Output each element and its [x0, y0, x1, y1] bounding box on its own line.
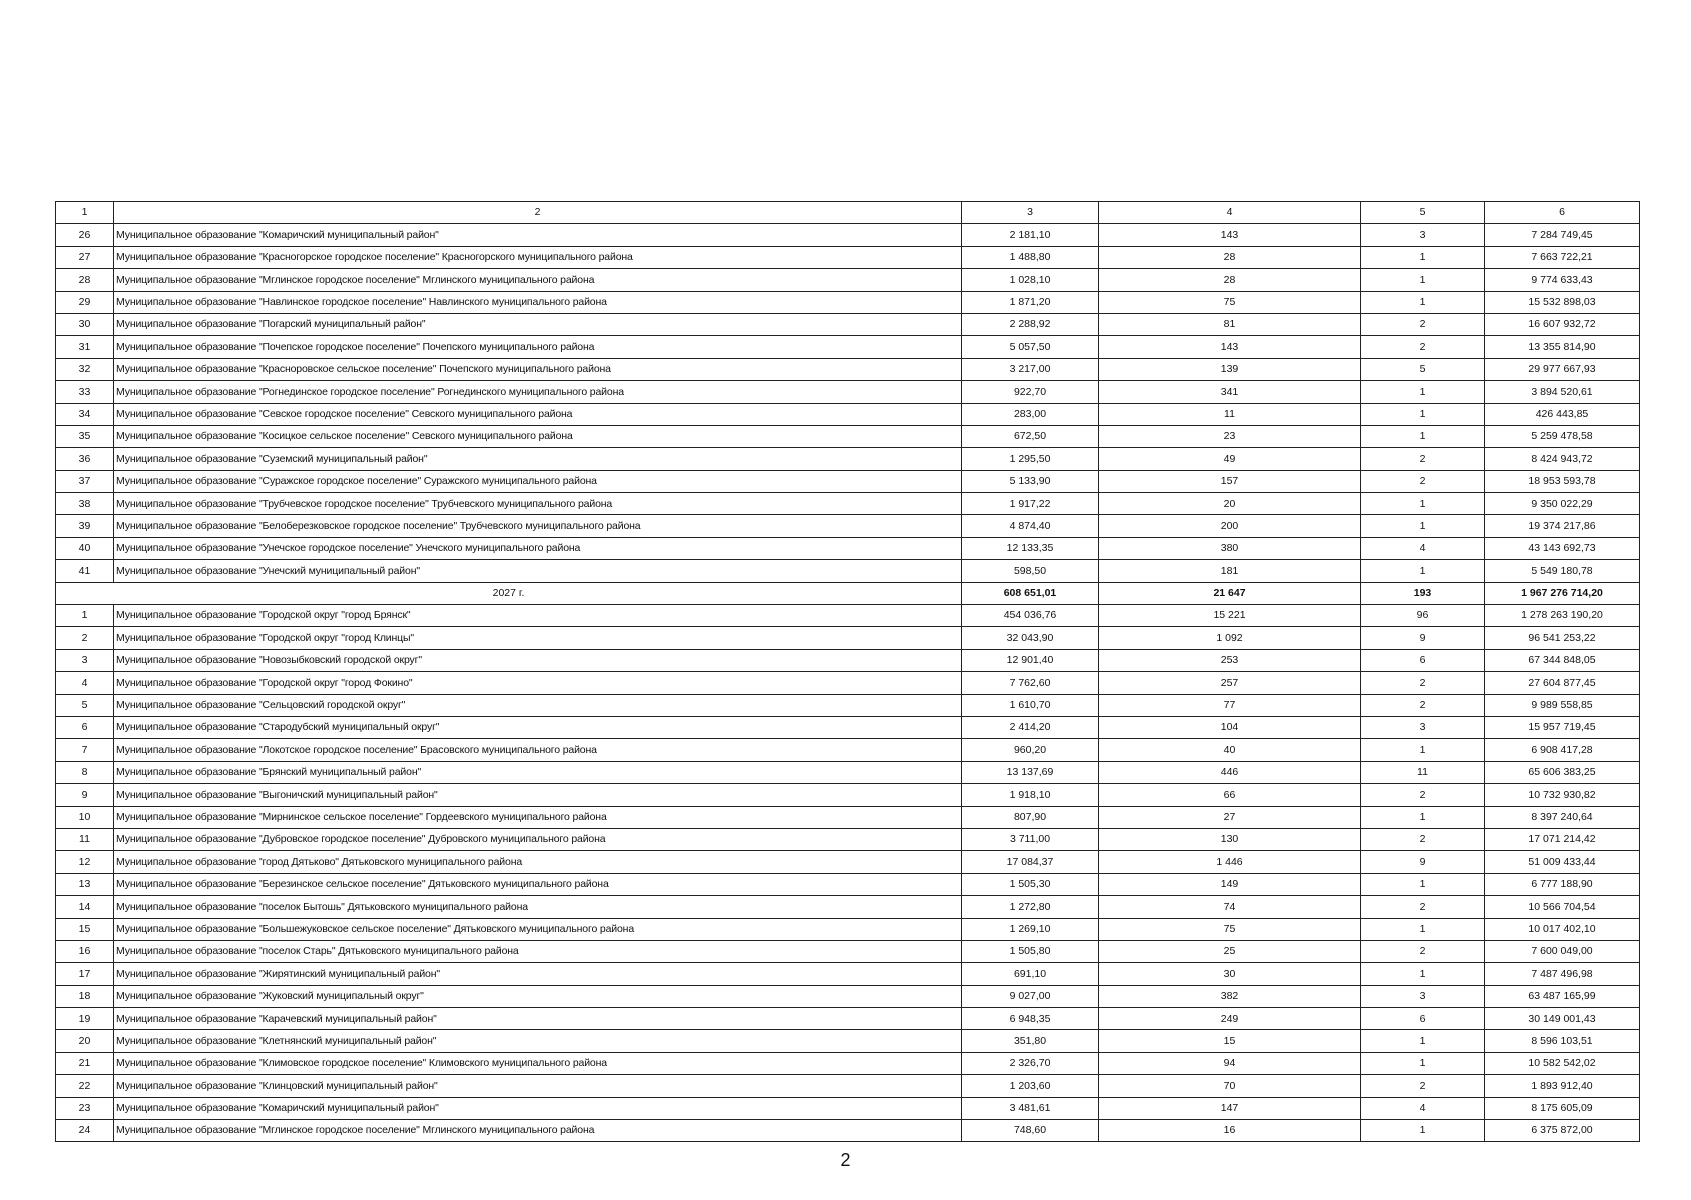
area-value: 672,50 — [962, 425, 1099, 447]
table-row — [56, 1030, 1640, 1052]
residents-count: 249 — [1099, 1008, 1361, 1030]
amount-value: 8 175 605,09 — [1485, 1097, 1640, 1119]
table-row — [56, 493, 1640, 515]
total-residents: 21 647 — [1099, 582, 1361, 604]
table-row — [56, 716, 1640, 738]
row-number: 18 — [56, 985, 114, 1007]
table-row — [56, 1075, 1640, 1097]
column-number-4: 4 — [1099, 202, 1361, 224]
residents-count: 49 — [1099, 448, 1361, 470]
row-number: 21 — [56, 1052, 114, 1074]
amount-value: 51 009 433,44 — [1485, 851, 1640, 873]
municipality-name: Муниципальное образование "Городской округ "город Фокино" — [114, 672, 962, 694]
municipality-name: Муниципальное образование "Мирнинское сельское поселение" Гордеевского муниципального района — [114, 806, 962, 828]
buildings-count: 1 — [1361, 493, 1485, 515]
table-row — [56, 515, 1640, 537]
year-label: 2027 г. — [56, 582, 962, 604]
row-number: 1 — [56, 605, 114, 627]
table-row — [56, 1097, 1640, 1119]
table-row — [56, 1120, 1640, 1142]
row-number: 11 — [56, 828, 114, 850]
row-number: 12 — [56, 851, 114, 873]
column-number-row — [56, 202, 1640, 224]
row-number: 33 — [56, 381, 114, 403]
row-number: 41 — [56, 560, 114, 582]
table-row — [56, 605, 1640, 627]
row-number: 14 — [56, 896, 114, 918]
buildings-count: 3 — [1361, 985, 1485, 1007]
area-value: 1 269,10 — [962, 918, 1099, 940]
amount-value: 43 143 692,73 — [1485, 537, 1640, 559]
buildings-count: 1 — [1361, 515, 1485, 537]
buildings-count: 1 — [1361, 1030, 1485, 1052]
area-value: 2 414,20 — [962, 716, 1099, 738]
buildings-count: 2 — [1361, 828, 1485, 850]
municipality-name: Муниципальное образование "Белоберезковское городское поселение" Трубчевского муниципального района — [114, 515, 962, 537]
residents-count: 74 — [1099, 896, 1361, 918]
row-number: 15 — [56, 918, 114, 940]
municipality-name: Муниципальное образование "Стародубский муниципальный округ" — [114, 716, 962, 738]
table-row — [56, 470, 1640, 492]
column-number-1: 1 — [56, 202, 114, 224]
amount-value: 10 566 704,54 — [1485, 896, 1640, 918]
table-row — [56, 246, 1640, 268]
amount-value: 426 443,85 — [1485, 403, 1640, 425]
buildings-count: 2 — [1361, 448, 1485, 470]
buildings-count: 2 — [1361, 940, 1485, 962]
residents-count: 20 — [1099, 493, 1361, 515]
page-number: 2 — [840, 1150, 851, 1170]
buildings-count: 2 — [1361, 470, 1485, 492]
residents-count: 341 — [1099, 381, 1361, 403]
residents-count: 157 — [1099, 470, 1361, 492]
table-row — [56, 627, 1640, 649]
residents-count: 1 092 — [1099, 627, 1361, 649]
area-value: 1 203,60 — [962, 1075, 1099, 1097]
table-row — [56, 224, 1640, 246]
municipality-name: Муниципальное образование "Красноровское сельское поселение" Почепского муниципального района — [114, 358, 962, 380]
municipality-name: Муниципальное образование "Клетнянский муниципальный район" — [114, 1030, 962, 1052]
municipality-name: Муниципальное образование "Мглинское городское поселение" Мглинского муниципального района — [114, 269, 962, 291]
area-value: 7 762,60 — [962, 672, 1099, 694]
amount-value: 96 541 253,22 — [1485, 627, 1640, 649]
area-value: 1 871,20 — [962, 291, 1099, 313]
amount-value: 67 344 848,05 — [1485, 649, 1640, 671]
buildings-count: 1 — [1361, 381, 1485, 403]
municipality-name: Муниципальное образование "Почепское городское поселение" Почепского муниципального района — [114, 336, 962, 358]
table-row — [56, 963, 1640, 985]
municipality-name: Муниципальное образование "Городской округ "город Брянск" — [114, 605, 962, 627]
municipality-name: Муниципальное образование "Красногорское городское поселение" Красногорского муниципального района — [114, 246, 962, 268]
area-value: 691,10 — [962, 963, 1099, 985]
area-value: 17 084,37 — [962, 851, 1099, 873]
row-number: 9 — [56, 784, 114, 806]
amount-value: 63 487 165,99 — [1485, 985, 1640, 1007]
amount-value: 6 908 417,28 — [1485, 739, 1640, 761]
table-row — [56, 694, 1640, 716]
row-number: 17 — [56, 963, 114, 985]
buildings-count: 2 — [1361, 313, 1485, 335]
residents-count: 143 — [1099, 224, 1361, 246]
row-number: 37 — [56, 470, 114, 492]
area-value: 283,00 — [962, 403, 1099, 425]
table-row — [56, 269, 1640, 291]
residents-count: 1 446 — [1099, 851, 1361, 873]
municipality-name: Муниципальное образование "поселок Бытошь" Дятьковского муниципального района — [114, 896, 962, 918]
row-number: 36 — [56, 448, 114, 470]
area-value: 1 272,80 — [962, 896, 1099, 918]
row-number: 20 — [56, 1030, 114, 1052]
table-row — [56, 873, 1640, 895]
municipality-name: Муниципальное образование "Березинское сельское поселение" Дятьковского муниципального района — [114, 873, 962, 895]
row-number: 6 — [56, 716, 114, 738]
municipality-name: Муниципальное образование "Локотское городское поселение" Брасовского муниципального района — [114, 739, 962, 761]
residents-count: 15 — [1099, 1030, 1361, 1052]
area-value: 1 295,50 — [962, 448, 1099, 470]
table-row — [56, 828, 1640, 850]
residents-count: 28 — [1099, 269, 1361, 291]
municipality-name: Муниципальное образование "город Дятьково" Дятьковского муниципального района — [114, 851, 962, 873]
table-row — [56, 940, 1640, 962]
buildings-count: 2 — [1361, 896, 1485, 918]
row-number: 4 — [56, 672, 114, 694]
amount-value: 18 953 593,78 — [1485, 470, 1640, 492]
amount-value: 65 606 383,25 — [1485, 761, 1640, 783]
buildings-count: 1 — [1361, 873, 1485, 895]
municipality-name: Муниципальное образование "поселок Старь" Дятьковского муниципального района — [114, 940, 962, 962]
residents-count: 382 — [1099, 985, 1361, 1007]
buildings-count: 2 — [1361, 336, 1485, 358]
area-value: 1 610,70 — [962, 694, 1099, 716]
area-value: 807,90 — [962, 806, 1099, 828]
area-value: 32 043,90 — [962, 627, 1099, 649]
residents-count: 253 — [1099, 649, 1361, 671]
table-row — [56, 336, 1640, 358]
table-row — [56, 537, 1640, 559]
table-row — [56, 851, 1640, 873]
buildings-count: 1 — [1361, 1052, 1485, 1074]
residents-count: 143 — [1099, 336, 1361, 358]
amount-value: 9 350 022,29 — [1485, 493, 1640, 515]
area-value: 13 137,69 — [962, 761, 1099, 783]
row-number: 28 — [56, 269, 114, 291]
area-value: 922,70 — [962, 381, 1099, 403]
municipality-name: Муниципальное образование "Севское городское поселение" Севского муниципального района — [114, 403, 962, 425]
row-number: 19 — [56, 1008, 114, 1030]
row-number: 10 — [56, 806, 114, 828]
buildings-count: 4 — [1361, 537, 1485, 559]
residents-count: 70 — [1099, 1075, 1361, 1097]
area-value: 748,60 — [962, 1120, 1099, 1142]
row-number: 35 — [56, 425, 114, 447]
row-number: 7 — [56, 739, 114, 761]
residents-count: 446 — [1099, 761, 1361, 783]
area-value: 12 901,40 — [962, 649, 1099, 671]
amount-value: 5 259 478,58 — [1485, 425, 1640, 447]
row-number: 29 — [56, 291, 114, 313]
amount-value: 7 284 749,45 — [1485, 224, 1640, 246]
area-value: 351,80 — [962, 1030, 1099, 1052]
area-value: 1 488,80 — [962, 246, 1099, 268]
table-row — [56, 761, 1640, 783]
table-row — [56, 291, 1640, 313]
amount-value: 6 777 188,90 — [1485, 873, 1640, 895]
total-amount: 1 967 276 714,20 — [1485, 582, 1640, 604]
buildings-count: 96 — [1361, 605, 1485, 627]
table-row — [56, 649, 1640, 671]
amount-value: 19 374 217,86 — [1485, 515, 1640, 537]
table-row — [56, 560, 1640, 582]
area-value: 4 874,40 — [962, 515, 1099, 537]
amount-value: 8 397 240,64 — [1485, 806, 1640, 828]
residents-count: 139 — [1099, 358, 1361, 380]
municipality-name: Муниципальное образование "Унечский муниципальный район" — [114, 560, 962, 582]
municipality-name: Муниципальное образование "Брянский муниципальный район" — [114, 761, 962, 783]
area-value: 12 133,35 — [962, 537, 1099, 559]
row-number: 3 — [56, 649, 114, 671]
area-value: 1 917,22 — [962, 493, 1099, 515]
residents-count: 75 — [1099, 291, 1361, 313]
municipality-name: Муниципальное образование "Мглинское городское поселение" Мглинского муниципального района — [114, 1120, 962, 1142]
residents-count: 27 — [1099, 806, 1361, 828]
column-number-2: 2 — [114, 202, 962, 224]
buildings-count: 1 — [1361, 291, 1485, 313]
amount-value: 7 663 722,21 — [1485, 246, 1640, 268]
buildings-count: 1 — [1361, 403, 1485, 425]
area-value: 1 505,80 — [962, 940, 1099, 962]
amount-value: 16 607 932,72 — [1485, 313, 1640, 335]
municipality-name: Муниципальное образование "Карачевский муниципальный район" — [114, 1008, 962, 1030]
area-value: 454 036,76 — [962, 605, 1099, 627]
residents-count: 181 — [1099, 560, 1361, 582]
row-number: 2 — [56, 627, 114, 649]
residents-count: 81 — [1099, 313, 1361, 335]
table-row — [56, 1052, 1640, 1074]
municipality-name: Муниципальное образование "Комаричский муниципальный район" — [114, 1097, 962, 1119]
residents-count: 11 — [1099, 403, 1361, 425]
municipality-name: Муниципальное образование "Клинцовский муниципальный район" — [114, 1075, 962, 1097]
buildings-count: 2 — [1361, 672, 1485, 694]
area-value: 1 918,10 — [962, 784, 1099, 806]
area-value: 2 288,92 — [962, 313, 1099, 335]
buildings-count: 6 — [1361, 1008, 1485, 1030]
amount-value: 1 893 912,40 — [1485, 1075, 1640, 1097]
municipality-name: Муниципальное образование "Навлинское городское поселение" Навлинского муниципального района — [114, 291, 962, 313]
municipality-name: Муниципальное образование "Жуковский муниципальный округ" — [114, 985, 962, 1007]
municipality-name: Муниципальное образование "Суражское городское поселение" Суражского муниципального района — [114, 470, 962, 492]
table-row — [56, 784, 1640, 806]
buildings-count: 3 — [1361, 224, 1485, 246]
buildings-count: 9 — [1361, 627, 1485, 649]
row-number: 32 — [56, 358, 114, 380]
year-total-row — [56, 582, 1640, 604]
row-number: 8 — [56, 761, 114, 783]
row-number: 40 — [56, 537, 114, 559]
residents-count: 147 — [1099, 1097, 1361, 1119]
row-number: 22 — [56, 1075, 114, 1097]
buildings-count: 11 — [1361, 761, 1485, 783]
residents-count: 25 — [1099, 940, 1361, 962]
area-value: 5 057,50 — [962, 336, 1099, 358]
area-value: 1 028,10 — [962, 269, 1099, 291]
table-row — [56, 448, 1640, 470]
residents-count: 75 — [1099, 918, 1361, 940]
data-table — [55, 201, 1640, 1142]
municipality-name: Муниципальное образование "Комаричский муниципальный район" — [114, 224, 962, 246]
table-row — [56, 313, 1640, 335]
residents-count: 15 221 — [1099, 605, 1361, 627]
area-value: 3 711,00 — [962, 828, 1099, 850]
residents-count: 16 — [1099, 1120, 1361, 1142]
row-number: 30 — [56, 313, 114, 335]
buildings-count: 1 — [1361, 246, 1485, 268]
residents-count: 94 — [1099, 1052, 1361, 1074]
table-row — [56, 739, 1640, 761]
buildings-count: 9 — [1361, 851, 1485, 873]
amount-value: 10 732 930,82 — [1485, 784, 1640, 806]
area-value: 598,50 — [962, 560, 1099, 582]
residents-count: 77 — [1099, 694, 1361, 716]
amount-value: 27 604 877,45 — [1485, 672, 1640, 694]
amount-value: 30 149 001,43 — [1485, 1008, 1640, 1030]
residents-count: 200 — [1099, 515, 1361, 537]
area-value: 9 027,00 — [962, 985, 1099, 1007]
area-value: 2 326,70 — [962, 1052, 1099, 1074]
municipality-name: Муниципальное образование "Климовское городское поселение" Климовского муниципального района — [114, 1052, 962, 1074]
row-number: 16 — [56, 940, 114, 962]
amount-value: 9 989 558,85 — [1485, 694, 1640, 716]
municipality-name: Муниципальное образование "Городской округ "город Клинцы" — [114, 627, 962, 649]
amount-value: 17 071 214,42 — [1485, 828, 1640, 850]
row-number: 38 — [56, 493, 114, 515]
area-value: 3 217,00 — [962, 358, 1099, 380]
residents-count: 380 — [1099, 537, 1361, 559]
table-row — [56, 672, 1640, 694]
amount-value: 15 957 719,45 — [1485, 716, 1640, 738]
buildings-count: 3 — [1361, 716, 1485, 738]
amount-value: 1 278 263 190,20 — [1485, 605, 1640, 627]
residents-count: 130 — [1099, 828, 1361, 850]
residents-count: 28 — [1099, 246, 1361, 268]
buildings-count: 2 — [1361, 1075, 1485, 1097]
area-value: 5 133,90 — [962, 470, 1099, 492]
area-value: 6 948,35 — [962, 1008, 1099, 1030]
total-buildings: 193 — [1361, 582, 1485, 604]
amount-value: 8 424 943,72 — [1485, 448, 1640, 470]
area-value: 960,20 — [962, 739, 1099, 761]
municipality-name: Муниципальное образование "Трубчевское городское поселение" Трубчевского муниципального района — [114, 493, 962, 515]
buildings-count: 1 — [1361, 560, 1485, 582]
table-row — [56, 918, 1640, 940]
buildings-count: 4 — [1361, 1097, 1485, 1119]
column-number-5: 5 — [1361, 202, 1485, 224]
municipality-name: Муниципальное образование "Жирятинский муниципальный район" — [114, 963, 962, 985]
row-number: 34 — [56, 403, 114, 425]
municipality-name: Муниципальное образование "Дубровское городское поселение" Дубровского муниципального района — [114, 828, 962, 850]
municipality-name: Муниципальное образование "Рогнединское городское поселение" Рогнединского муниципального района — [114, 381, 962, 403]
municipality-name: Муниципальное образование "Сельцовский городской округ" — [114, 694, 962, 716]
residents-count: 40 — [1099, 739, 1361, 761]
total-area: 608 651,01 — [962, 582, 1099, 604]
row-number: 31 — [56, 336, 114, 358]
municipality-name: Муниципальное образование "Косицкое сельское поселение" Севского муниципального района — [114, 425, 962, 447]
buildings-count: 2 — [1361, 784, 1485, 806]
buildings-count: 6 — [1361, 649, 1485, 671]
municipality-name: Муниципальное образование "Выгоничский муниципальный район" — [114, 784, 962, 806]
table-row — [56, 381, 1640, 403]
residents-count: 104 — [1099, 716, 1361, 738]
buildings-count: 1 — [1361, 269, 1485, 291]
amount-value: 3 894 520,61 — [1485, 381, 1640, 403]
buildings-count: 1 — [1361, 963, 1485, 985]
amount-value: 15 532 898,03 — [1485, 291, 1640, 313]
amount-value: 5 549 180,78 — [1485, 560, 1640, 582]
buildings-count: 2 — [1361, 694, 1485, 716]
amount-value: 9 774 633,43 — [1485, 269, 1640, 291]
amount-value: 7 600 049,00 — [1485, 940, 1640, 962]
municipality-name: Муниципальное образование "Унечское городское поселение" Унечского муниципального района — [114, 537, 962, 559]
amount-value: 6 375 872,00 — [1485, 1120, 1640, 1142]
amount-value: 8 596 103,51 — [1485, 1030, 1640, 1052]
amount-value: 10 017 402,10 — [1485, 918, 1640, 940]
buildings-count: 1 — [1361, 739, 1485, 761]
table-row — [56, 425, 1640, 447]
amount-value: 10 582 542,02 — [1485, 1052, 1640, 1074]
table-row — [56, 985, 1640, 1007]
table-row — [56, 1008, 1640, 1030]
municipality-name: Муниципальное образование "Погарский муниципальный район" — [114, 313, 962, 335]
column-number-6: 6 — [1485, 202, 1640, 224]
residents-count: 66 — [1099, 784, 1361, 806]
table-row — [56, 806, 1640, 828]
row-number: 13 — [56, 873, 114, 895]
row-number: 5 — [56, 694, 114, 716]
municipality-name: Муниципальное образование "Новозыбковский городской округ" — [114, 649, 962, 671]
table-row — [56, 896, 1640, 918]
residents-count: 257 — [1099, 672, 1361, 694]
residents-count: 23 — [1099, 425, 1361, 447]
buildings-count: 1 — [1361, 425, 1485, 447]
area-value: 3 481,61 — [962, 1097, 1099, 1119]
residents-count: 149 — [1099, 873, 1361, 895]
area-value: 2 181,10 — [962, 224, 1099, 246]
buildings-count: 1 — [1361, 806, 1485, 828]
table-row — [56, 403, 1640, 425]
buildings-count: 1 — [1361, 1120, 1485, 1142]
municipality-name: Муниципальное образование "Суземский муниципальный район" — [114, 448, 962, 470]
row-number: 24 — [56, 1120, 114, 1142]
area-value: 1 505,30 — [962, 873, 1099, 895]
buildings-count: 1 — [1361, 918, 1485, 940]
amount-value: 29 977 667,93 — [1485, 358, 1640, 380]
row-number: 26 — [56, 224, 114, 246]
buildings-count: 5 — [1361, 358, 1485, 380]
row-number: 27 — [56, 246, 114, 268]
row-number: 23 — [56, 1097, 114, 1119]
amount-value: 13 355 814,90 — [1485, 336, 1640, 358]
amount-value: 7 487 496,98 — [1485, 963, 1640, 985]
residents-count: 30 — [1099, 963, 1361, 985]
row-number: 39 — [56, 515, 114, 537]
municipality-name: Муниципальное образование "Большежуковское сельское поселение" Дятьковского муниципального района — [114, 918, 962, 940]
table-row — [56, 358, 1640, 380]
column-number-3: 3 — [962, 202, 1099, 224]
